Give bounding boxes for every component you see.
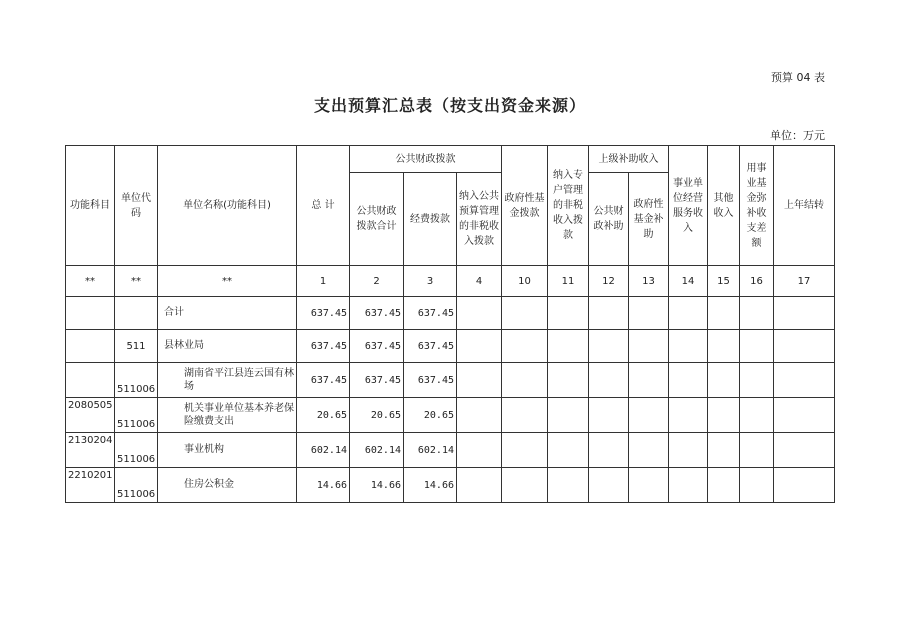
empty-cell — [457, 363, 502, 398]
header-total: 总 计 — [297, 146, 350, 266]
empty-cell — [548, 330, 589, 363]
func-code-cell: 2210201 — [66, 468, 115, 503]
table-row — [66, 297, 835, 330]
table-row — [66, 363, 835, 398]
total-cell: 637.45 — [297, 330, 350, 363]
empty-cell — [502, 468, 548, 503]
empty-cell — [629, 363, 669, 398]
empty-cell — [457, 468, 502, 503]
public-finance-total-cell: 14.66 — [350, 468, 404, 503]
public-finance-total-cell: 637.45 — [350, 330, 404, 363]
empty-cell — [548, 297, 589, 330]
index-cell: 10 — [502, 266, 548, 297]
empty-cell — [740, 468, 774, 503]
empty-cell — [548, 398, 589, 433]
unit-code-cell: 511006 — [115, 363, 158, 398]
func-code-cell — [66, 363, 115, 398]
empty-cell — [774, 468, 835, 503]
header-gov-fund-subsidy: 政府性基金补助 — [629, 173, 669, 266]
index-cell: 1 — [297, 266, 350, 297]
empty-cell — [457, 433, 502, 468]
unit-code-cell: 511006 — [115, 433, 158, 468]
empty-cell — [629, 468, 669, 503]
empty-cell — [708, 330, 740, 363]
header-unit-name: 单位名称(功能科目) — [158, 146, 297, 266]
empty-cell — [740, 297, 774, 330]
total-cell: 20.65 — [297, 398, 350, 433]
empty-cell — [708, 433, 740, 468]
func-code-cell — [66, 330, 115, 363]
unit-code-cell: 511 — [115, 330, 158, 363]
page-title: 支出预算汇总表（按支出资金来源） — [313, 96, 586, 115]
operating-funds-cell: 602.14 — [404, 433, 457, 468]
unit-name-cell: 县林业局 — [158, 330, 297, 363]
empty-cell — [548, 433, 589, 468]
header-public-finance-subsidy: 公共财政补助 — [589, 173, 629, 266]
index-cell: 12 — [589, 266, 629, 297]
index-cell: 16 — [740, 266, 774, 297]
empty-cell — [669, 398, 708, 433]
table-row — [66, 433, 835, 468]
unit-name-cell: 机关事业单位基本养老保险缴费支出 — [158, 398, 297, 433]
budget-table — [65, 145, 835, 503]
empty-cell — [589, 297, 629, 330]
empty-cell — [629, 433, 669, 468]
header-other-income: 其他收入 — [708, 146, 740, 266]
index-cell: 4 — [457, 266, 502, 297]
empty-cell — [589, 433, 629, 468]
public-finance-total-cell: 20.65 — [350, 398, 404, 433]
header-func-subject: 功能科目 — [66, 146, 115, 266]
header-public-finance: 公共财政拨款 — [350, 146, 502, 173]
empty-cell — [502, 330, 548, 363]
index-cell: 11 — [548, 266, 589, 297]
empty-cell — [589, 330, 629, 363]
empty-cell — [629, 398, 669, 433]
index-cell: 15 — [708, 266, 740, 297]
header-last-year-balance: 上年结转 — [774, 146, 835, 266]
unit-code-cell: 511006 — [115, 398, 158, 433]
table-row — [66, 330, 835, 363]
public-finance-total-cell: 637.45 — [350, 363, 404, 398]
operating-funds-cell: 637.45 — [404, 363, 457, 398]
header-business-fund-deficit: 用事业基金弥补收支差额 — [740, 146, 774, 266]
empty-cell — [740, 330, 774, 363]
header-superior-subsidy: 上级补助收入 — [589, 146, 669, 173]
form-number: 预算 04 表 — [771, 71, 825, 84]
index-cell: ** — [115, 266, 158, 297]
index-cell: 2 — [350, 266, 404, 297]
empty-cell — [548, 468, 589, 503]
empty-cell — [457, 297, 502, 330]
empty-cell — [774, 297, 835, 330]
public-finance-total-cell: 637.45 — [350, 297, 404, 330]
empty-cell — [589, 398, 629, 433]
index-cell: 13 — [629, 266, 669, 297]
unit-name-cell: 合计 — [158, 297, 297, 330]
total-cell: 637.45 — [297, 363, 350, 398]
empty-cell — [669, 468, 708, 503]
empty-cell — [708, 297, 740, 330]
empty-cell — [457, 398, 502, 433]
operating-funds-cell: 637.45 — [404, 330, 457, 363]
header-business-service: 事业单位经营服务收入 — [669, 146, 708, 266]
header-public-finance-total: 公共财政拨款合计 — [350, 173, 404, 266]
table-row — [66, 468, 835, 503]
header-special-non-tax: 纳入专户管理的非税收入拨款 — [548, 146, 589, 266]
operating-funds-cell: 20.65 — [404, 398, 457, 433]
empty-cell — [589, 363, 629, 398]
empty-cell — [740, 398, 774, 433]
header-non-tax-income: 纳入公共预算管理的非税收入拨款 — [457, 173, 502, 266]
empty-cell — [502, 398, 548, 433]
empty-cell — [629, 297, 669, 330]
table-row — [66, 398, 835, 433]
operating-funds-cell: 637.45 — [404, 297, 457, 330]
empty-cell — [669, 433, 708, 468]
public-finance-total-cell: 602.14 — [350, 433, 404, 468]
header-gov-fund: 政府性基金拨款 — [502, 146, 548, 266]
header-operating-funds: 经费拨款 — [404, 173, 457, 266]
empty-cell — [502, 363, 548, 398]
empty-cell — [502, 297, 548, 330]
index-cell: ** — [158, 266, 297, 297]
header-row-1 — [66, 146, 835, 173]
empty-cell — [774, 433, 835, 468]
unit-name-cell: 事业机构 — [158, 433, 297, 468]
empty-cell — [708, 398, 740, 433]
func-code-cell: 2080505 — [66, 398, 115, 433]
func-code-cell: 2130204 — [66, 433, 115, 468]
empty-cell — [774, 363, 835, 398]
func-code-cell — [66, 297, 115, 330]
empty-cell — [589, 468, 629, 503]
empty-cell — [774, 398, 835, 433]
empty-cell — [669, 363, 708, 398]
unit-code-cell — [115, 297, 158, 330]
unit-name-cell: 湖南省平江县连云国有林场 — [158, 363, 297, 398]
header-unit-code: 单位代码 — [115, 146, 158, 266]
unit-code-cell: 511006 — [115, 468, 158, 503]
operating-funds-cell: 14.66 — [404, 468, 457, 503]
index-cell: 3 — [404, 266, 457, 297]
empty-cell — [708, 363, 740, 398]
unit-label: 单位：万元 — [770, 129, 825, 142]
empty-cell — [502, 433, 548, 468]
empty-cell — [669, 297, 708, 330]
unit-name-cell: 住房公积金 — [158, 468, 297, 503]
index-cell: ** — [66, 266, 115, 297]
index-cell: 17 — [774, 266, 835, 297]
total-cell: 637.45 — [297, 297, 350, 330]
total-cell: 602.14 — [297, 433, 350, 468]
empty-cell — [740, 363, 774, 398]
empty-cell — [774, 330, 835, 363]
index-row — [66, 266, 835, 297]
empty-cell — [740, 433, 774, 468]
empty-cell — [457, 330, 502, 363]
empty-cell — [629, 330, 669, 363]
empty-cell — [708, 468, 740, 503]
index-cell: 14 — [669, 266, 708, 297]
empty-cell — [669, 330, 708, 363]
empty-cell — [548, 363, 589, 398]
total-cell: 14.66 — [297, 468, 350, 503]
